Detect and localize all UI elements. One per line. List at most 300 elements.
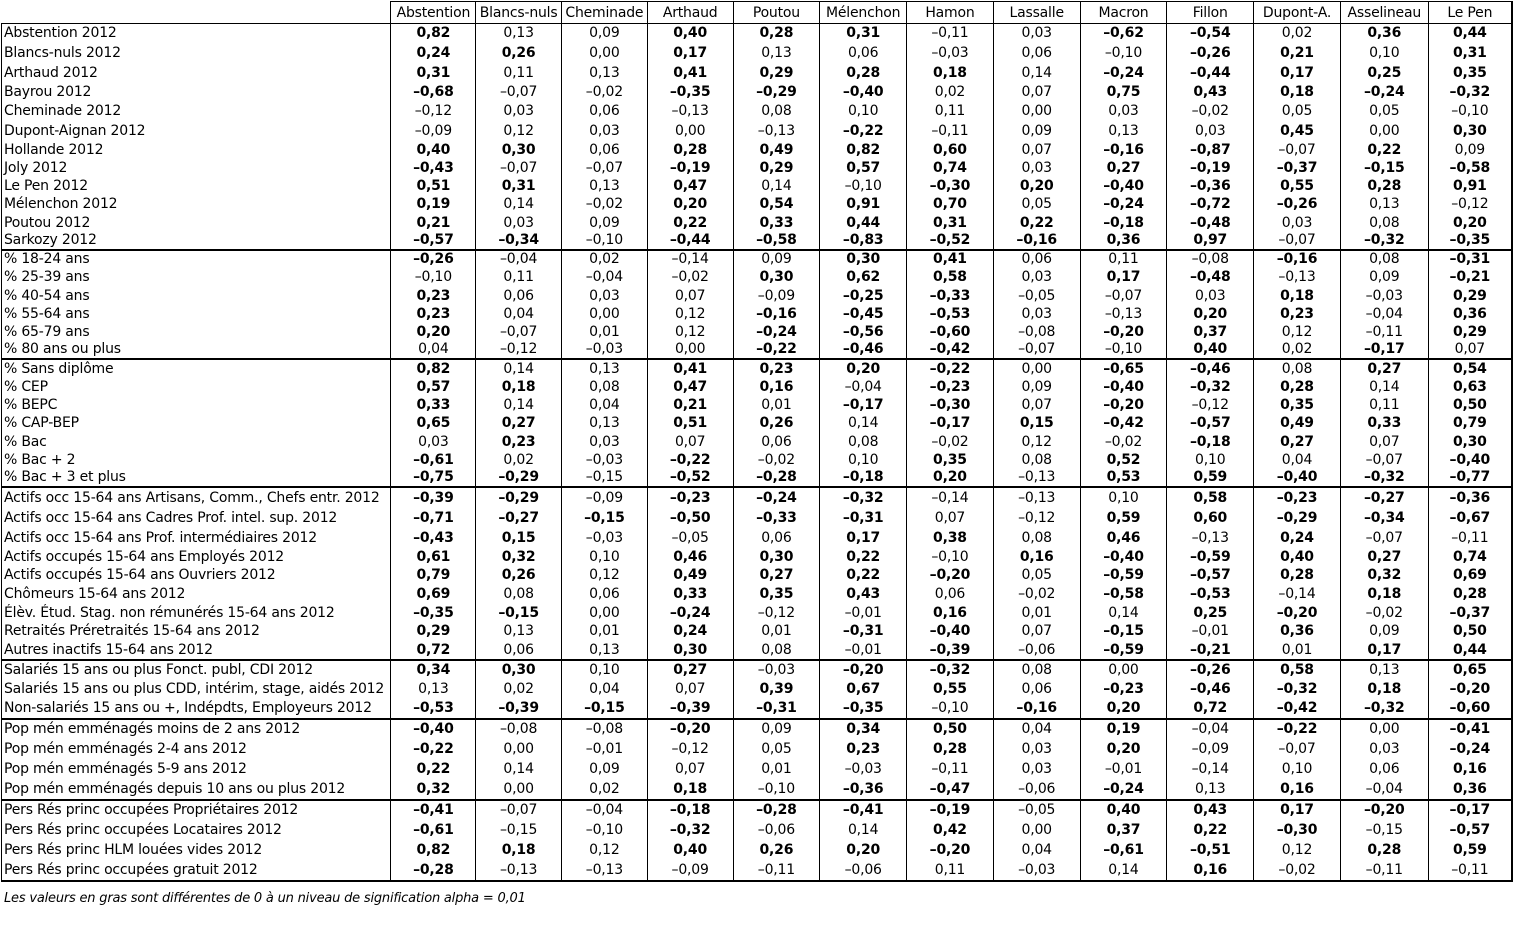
- cell-value: 0,19: [391, 195, 476, 214]
- row-label: Chômeurs 15-64 ans 2012: [2, 585, 391, 604]
- cell-value: 0,33: [1340, 414, 1428, 433]
- cell-value: 0,40: [1080, 800, 1167, 820]
- cell-value: –0,20: [907, 566, 994, 585]
- cell-value: 0,15: [993, 414, 1080, 433]
- cell-value: 0,12: [1254, 840, 1341, 861]
- cell-value: 0,11: [907, 861, 994, 881]
- row-label: Mélenchon 2012: [2, 195, 391, 214]
- table-row: [2, 641, 1513, 660]
- cell-value: 0,13: [561, 359, 647, 378]
- table-row: [2, 451, 1513, 469]
- cell-value: 0,05: [1254, 101, 1341, 122]
- cell-value: –0,07: [993, 341, 1080, 359]
- cell-value: –0,13: [733, 122, 820, 141]
- cell-value: 0,45: [1254, 122, 1341, 141]
- table-row: [2, 548, 1513, 566]
- cell-value: –0,07: [1254, 232, 1341, 250]
- cell-value: –0,51: [1167, 840, 1254, 861]
- cell-value: 0,28: [1428, 585, 1512, 604]
- cell-value: –0,24: [1080, 63, 1167, 83]
- cell-value: 0,50: [1428, 622, 1512, 641]
- cell-value: 0,06: [561, 141, 647, 159]
- cell-value: 0,10: [1254, 759, 1341, 780]
- cell-value: –0,27: [1340, 487, 1428, 508]
- cell-value: –0,24: [1080, 195, 1167, 214]
- cell-value: –0,26: [1254, 195, 1341, 214]
- table-row: [2, 214, 1513, 232]
- cell-value: –0,20: [1254, 604, 1341, 622]
- cell-value: 0,16: [1167, 861, 1254, 881]
- cell-value: 0,00: [647, 122, 733, 141]
- cell-value: –0,52: [907, 232, 994, 250]
- cell-value: 0,42: [907, 820, 994, 840]
- cell-value: –0,26: [391, 250, 476, 268]
- cell-value: –0,07: [561, 159, 647, 177]
- cell-value: 0,24: [647, 622, 733, 641]
- cell-value: 0,57: [820, 159, 907, 177]
- cell-value: –0,65: [1080, 359, 1167, 378]
- cell-value: –0,44: [1167, 63, 1254, 83]
- cell-value: –0,02: [1254, 861, 1341, 881]
- row-label: Joly 2012: [2, 159, 391, 177]
- cell-value: –0,28: [733, 469, 820, 487]
- row-label: Non-salariés 15 ans ou +, Indépdts, Employeurs 2012: [2, 698, 391, 719]
- cell-value: –0,32: [1340, 232, 1428, 250]
- cell-value: –0,02: [1167, 101, 1254, 122]
- cell-value: –0,67: [1428, 508, 1512, 528]
- cell-value: 0,00: [561, 305, 647, 323]
- cell-value: 0,43: [1167, 83, 1254, 101]
- cell-value: 0,47: [647, 177, 733, 195]
- cell-value: 0,29: [733, 63, 820, 83]
- cell-value: –0,27: [476, 508, 562, 528]
- cell-value: 0,10: [1167, 451, 1254, 469]
- table-row: [2, 195, 1513, 214]
- cell-value: 0,13: [561, 177, 647, 195]
- cell-value: –0,28: [391, 861, 476, 881]
- cell-value: –0,31: [820, 622, 907, 641]
- cell-value: –0,08: [1167, 250, 1254, 268]
- cell-value: 0,31: [1428, 43, 1512, 63]
- cell-value: –0,68: [391, 83, 476, 101]
- table-row: [2, 820, 1513, 840]
- cell-value: –0,13: [1254, 268, 1341, 287]
- row-label: Actifs occ 15-64 ans Cadres Prof. intel. sup. 2012: [2, 508, 391, 528]
- cell-value: –0,22: [907, 359, 994, 378]
- cell-value: 0,03: [476, 214, 562, 232]
- cell-value: –0,02: [1340, 604, 1428, 622]
- cell-value: 0,82: [391, 840, 476, 861]
- row-label: % 80 ans ou plus: [2, 341, 391, 359]
- cell-value: 0,03: [993, 159, 1080, 177]
- row-label: % Bac: [2, 433, 391, 451]
- row-label: % 40-54 ans: [2, 287, 391, 305]
- cell-value: –0,02: [561, 83, 647, 101]
- cell-value: 0,18: [476, 840, 562, 861]
- cell-value: –0,20: [1428, 680, 1512, 698]
- cell-value: 0,28: [1340, 177, 1428, 195]
- cell-value: –0,09: [561, 487, 647, 508]
- cell-value: –0,36: [1167, 177, 1254, 195]
- cell-value: 0,18: [1340, 585, 1428, 604]
- cell-value: 0,82: [391, 24, 476, 43]
- cell-value: –0,29: [1254, 508, 1341, 528]
- cell-value: 0,20: [1428, 214, 1512, 232]
- table-row: [2, 101, 1513, 122]
- cell-value: 0,29: [1428, 323, 1512, 341]
- table-row: [2, 660, 1513, 680]
- table-row: [2, 83, 1513, 101]
- cell-value: –0,09: [733, 287, 820, 305]
- cell-value: 0,09: [561, 759, 647, 780]
- cell-value: 0,29: [1428, 287, 1512, 305]
- cell-value: 0,03: [993, 739, 1080, 759]
- correlation-table: [1, 1, 1513, 882]
- cell-value: 0,06: [476, 287, 562, 305]
- cell-value: –0,59: [1080, 566, 1167, 585]
- cell-value: –0,03: [1340, 287, 1428, 305]
- cell-value: 0,00: [1080, 660, 1167, 680]
- cell-value: 0,13: [1340, 660, 1428, 680]
- cell-value: –0,24: [647, 604, 733, 622]
- cell-value: –0,18: [647, 800, 733, 820]
- cell-value: 0,17: [647, 43, 733, 63]
- cell-value: 0,13: [561, 414, 647, 433]
- cell-value: 0,31: [476, 177, 562, 195]
- cell-value: 0,25: [1167, 604, 1254, 622]
- cell-value: 0,13: [476, 24, 562, 43]
- cell-value: 0,37: [1167, 323, 1254, 341]
- cell-value: –0,08: [993, 323, 1080, 341]
- row-label: Autres inactifs 15-64 ans 2012: [2, 641, 391, 660]
- cell-value: 0,41: [647, 63, 733, 83]
- cell-value: 0,27: [1340, 359, 1428, 378]
- cell-value: 0,35: [733, 585, 820, 604]
- cell-value: 0,11: [476, 268, 562, 287]
- row-label: Pers Rés princ HLM louées vides 2012: [2, 840, 391, 861]
- cell-value: 0,35: [907, 451, 994, 469]
- cell-value: 0,61: [391, 548, 476, 566]
- cell-value: 0,06: [733, 433, 820, 451]
- cell-value: –0,09: [391, 122, 476, 141]
- row-label: Élèv. Étud. Stag. non rémunérés 15-64 ans 2012: [2, 604, 391, 622]
- cell-value: 0,44: [820, 214, 907, 232]
- cell-value: 0,18: [1254, 287, 1341, 305]
- cell-value: 0,13: [1167, 780, 1254, 800]
- cell-value: 0,06: [993, 250, 1080, 268]
- cell-value: 0,07: [993, 141, 1080, 159]
- cell-value: 0,29: [391, 622, 476, 641]
- cell-value: 0,55: [907, 680, 994, 698]
- cell-value: 0,22: [647, 214, 733, 232]
- cell-value: –0,02: [993, 585, 1080, 604]
- cell-value: 0,25: [1340, 63, 1428, 83]
- cell-value: –0,40: [820, 83, 907, 101]
- table-row: [2, 341, 1513, 359]
- cell-value: 0,00: [1340, 719, 1428, 739]
- cell-value: 0,02: [907, 83, 994, 101]
- cell-value: 0,01: [733, 396, 820, 414]
- cell-value: –0,07: [1340, 528, 1428, 548]
- cell-value: 0,63: [1428, 378, 1512, 396]
- cell-value: –0,01: [820, 641, 907, 660]
- cell-value: 0,46: [647, 548, 733, 566]
- cell-value: –0,40: [907, 622, 994, 641]
- cell-value: 0,20: [907, 469, 994, 487]
- cell-value: 0,30: [733, 268, 820, 287]
- cell-value: 0,13: [391, 680, 476, 698]
- cell-value: –0,10: [733, 780, 820, 800]
- cell-value: –0,10: [907, 548, 994, 566]
- table-row: [2, 585, 1513, 604]
- cell-value: –0,03: [820, 759, 907, 780]
- col-header: Dupont-A.: [1254, 2, 1341, 24]
- cell-value: –0,06: [993, 780, 1080, 800]
- cell-value: –0,39: [907, 641, 994, 660]
- cell-value: –0,31: [1428, 250, 1512, 268]
- row-label: Salariés 15 ans ou plus Fonct. publ, CDI 2012: [2, 660, 391, 680]
- cell-value: –0,12: [476, 341, 562, 359]
- cell-value: –0,10: [1080, 43, 1167, 63]
- cell-value: 0,54: [733, 195, 820, 214]
- cell-value: –0,62: [1080, 24, 1167, 43]
- cell-value: 0,02: [476, 451, 562, 469]
- cell-value: 0,33: [391, 396, 476, 414]
- cell-value: 0,08: [733, 101, 820, 122]
- cell-value: 0,07: [1340, 433, 1428, 451]
- cell-value: –0,22: [820, 122, 907, 141]
- cell-value: –0,72: [1167, 195, 1254, 214]
- cell-value: –0,08: [476, 719, 562, 739]
- cell-value: –0,11: [1428, 528, 1512, 548]
- cell-value: –0,02: [733, 451, 820, 469]
- cell-value: 0,12: [647, 323, 733, 341]
- col-header: Mélenchon: [820, 2, 907, 24]
- cell-value: –0,09: [1167, 739, 1254, 759]
- cell-value: –0,46: [1167, 680, 1254, 698]
- cell-value: 0,59: [1428, 840, 1512, 861]
- cell-value: –0,75: [391, 469, 476, 487]
- cell-value: 0,03: [1167, 287, 1254, 305]
- row-label: Le Pen 2012: [2, 177, 391, 195]
- cell-value: 0,33: [733, 214, 820, 232]
- cell-value: 0,01: [733, 759, 820, 780]
- cell-value: –0,24: [1080, 780, 1167, 800]
- row-label: % CAP-BEP: [2, 414, 391, 433]
- cell-value: –0,10: [907, 698, 994, 719]
- cell-value: –0,31: [733, 698, 820, 719]
- cell-value: 0,02: [476, 680, 562, 698]
- cell-value: –0,57: [391, 232, 476, 250]
- cell-value: –0,32: [1167, 378, 1254, 396]
- cell-value: 0,36: [1080, 232, 1167, 250]
- cell-value: –0,21: [1428, 268, 1512, 287]
- cell-value: –0,13: [993, 487, 1080, 508]
- cell-value: 0,08: [1340, 250, 1428, 268]
- cell-value: 0,14: [476, 359, 562, 378]
- cell-value: –0,59: [1167, 548, 1254, 566]
- table-body: [2, 24, 1513, 881]
- cell-value: 0,02: [561, 780, 647, 800]
- cell-value: 0,22: [1340, 141, 1428, 159]
- cell-value: 0,32: [476, 548, 562, 566]
- cell-value: –0,13: [1080, 305, 1167, 323]
- cell-value: –0,15: [476, 820, 562, 840]
- table-row: [2, 250, 1513, 268]
- cell-value: 0,16: [733, 378, 820, 396]
- cell-value: –0,23: [907, 378, 994, 396]
- cell-value: 0,72: [391, 641, 476, 660]
- row-label: % Bac + 2: [2, 451, 391, 469]
- cell-value: 0,07: [647, 433, 733, 451]
- cell-value: 0,10: [820, 101, 907, 122]
- cell-value: –0,23: [1254, 487, 1341, 508]
- cell-value: –0,12: [1167, 396, 1254, 414]
- cell-value: 0,03: [993, 305, 1080, 323]
- cell-value: 0,79: [1428, 414, 1512, 433]
- cell-value: 0,09: [993, 122, 1080, 141]
- cell-value: 0,14: [993, 63, 1080, 83]
- cell-value: 0,03: [391, 433, 476, 451]
- cell-value: 0,14: [476, 195, 562, 214]
- cell-value: 0,14: [733, 177, 820, 195]
- cell-value: 0,28: [647, 141, 733, 159]
- cell-value: 0,08: [1340, 214, 1428, 232]
- row-label: Pers Rés princ occupées Locataires 2012: [2, 820, 391, 840]
- cell-value: –0,57: [1428, 820, 1512, 840]
- cell-value: –0,61: [391, 820, 476, 840]
- cell-value: 0,23: [391, 305, 476, 323]
- cell-value: –0,17: [907, 414, 994, 433]
- cell-value: –0,23: [647, 487, 733, 508]
- cell-value: 0,22: [1167, 820, 1254, 840]
- col-header: Arthaud: [647, 2, 733, 24]
- cell-value: –0,32: [1254, 680, 1341, 698]
- cell-value: 0,40: [1254, 548, 1341, 566]
- cell-value: 0,52: [1080, 451, 1167, 469]
- cell-value: –0,29: [476, 487, 562, 508]
- cell-value: –0,40: [1428, 451, 1512, 469]
- cell-value: 0,11: [1340, 396, 1428, 414]
- cell-value: –0,87: [1167, 141, 1254, 159]
- cell-value: –0,04: [561, 268, 647, 287]
- cell-value: 0,09: [1340, 268, 1428, 287]
- cell-value: –0,15: [1340, 159, 1428, 177]
- cell-value: –0,33: [733, 508, 820, 528]
- cell-value: 0,41: [647, 359, 733, 378]
- cell-value: –0,06: [733, 820, 820, 840]
- cell-value: 0,20: [993, 177, 1080, 195]
- cell-value: –0,13: [993, 469, 1080, 487]
- cell-value: 0,20: [820, 840, 907, 861]
- table-row: [2, 759, 1513, 780]
- cell-value: 0,22: [993, 214, 1080, 232]
- cell-value: 0,18: [476, 378, 562, 396]
- cell-value: 0,13: [1080, 122, 1167, 141]
- col-header: Macron: [1080, 2, 1167, 24]
- cell-value: –0,03: [561, 528, 647, 548]
- cell-value: 0,40: [647, 24, 733, 43]
- cell-value: –0,40: [1080, 177, 1167, 195]
- cell-value: 0,27: [1080, 159, 1167, 177]
- cell-value: 0,01: [993, 604, 1080, 622]
- row-label: % 55-64 ans: [2, 305, 391, 323]
- cell-value: –0,10: [1428, 101, 1512, 122]
- cell-value: 0,16: [1428, 759, 1512, 780]
- table-row: [2, 566, 1513, 585]
- cell-value: –0,02: [907, 433, 994, 451]
- table-row: [2, 323, 1513, 341]
- cell-value: 0,19: [1080, 719, 1167, 739]
- cell-value: –0,37: [1428, 604, 1512, 622]
- cell-value: 0,00: [561, 43, 647, 63]
- cell-value: 0,11: [1080, 250, 1167, 268]
- cell-value: –0,29: [733, 83, 820, 101]
- row-label: Retraités Préretraités 15-64 ans 2012: [2, 622, 391, 641]
- cell-value: 0,04: [993, 840, 1080, 861]
- cell-value: –0,15: [561, 469, 647, 487]
- cell-value: –0,04: [1167, 719, 1254, 739]
- cell-value: 0,57: [391, 378, 476, 396]
- cell-value: –0,41: [1428, 719, 1512, 739]
- cell-value: 0,23: [1254, 305, 1341, 323]
- cell-value: 0,14: [476, 759, 562, 780]
- cell-value: –0,42: [1254, 698, 1341, 719]
- cell-value: –0,40: [391, 719, 476, 739]
- cell-value: 0,06: [476, 641, 562, 660]
- cell-value: –0,06: [820, 861, 907, 881]
- cell-value: –0,43: [391, 159, 476, 177]
- cell-value: 0,31: [907, 214, 994, 232]
- cell-value: 0,11: [476, 63, 562, 83]
- cell-value: –0,13: [647, 101, 733, 122]
- cell-value: 0,69: [1428, 566, 1512, 585]
- cell-value: 0,22: [820, 548, 907, 566]
- cell-value: 0,12: [1254, 323, 1341, 341]
- cell-value: –0,20: [647, 719, 733, 739]
- cell-value: 0,16: [1254, 780, 1341, 800]
- cell-value: 0,07: [647, 759, 733, 780]
- cell-value: –0,35: [1428, 232, 1512, 250]
- cell-value: 0,00: [993, 359, 1080, 378]
- cell-value: 0,09: [561, 24, 647, 43]
- cell-value: –0,39: [647, 698, 733, 719]
- cell-value: –0,21: [1167, 641, 1254, 660]
- cell-value: 0,08: [733, 641, 820, 660]
- cell-value: –0,03: [907, 43, 994, 63]
- cell-value: 0,06: [561, 585, 647, 604]
- cell-value: –0,42: [907, 341, 994, 359]
- cell-value: 0,34: [820, 719, 907, 739]
- cell-value: 0,01: [1254, 641, 1341, 660]
- cell-value: 0,26: [733, 414, 820, 433]
- cell-value: –0,23: [1080, 680, 1167, 698]
- cell-value: 0,27: [733, 566, 820, 585]
- table-row: [2, 24, 1513, 43]
- cell-value: –0,33: [907, 287, 994, 305]
- cell-value: –0,03: [561, 451, 647, 469]
- cell-value: 0,11: [907, 101, 994, 122]
- cell-value: –0,30: [907, 396, 994, 414]
- cell-value: 0,05: [993, 195, 1080, 214]
- cell-value: –0,35: [391, 604, 476, 622]
- cell-value: 0,27: [1340, 548, 1428, 566]
- cell-value: –0,10: [1080, 341, 1167, 359]
- cell-value: –0,19: [647, 159, 733, 177]
- cell-value: 0,00: [561, 604, 647, 622]
- cell-value: 0,20: [1167, 305, 1254, 323]
- row-label: % 65-79 ans: [2, 323, 391, 341]
